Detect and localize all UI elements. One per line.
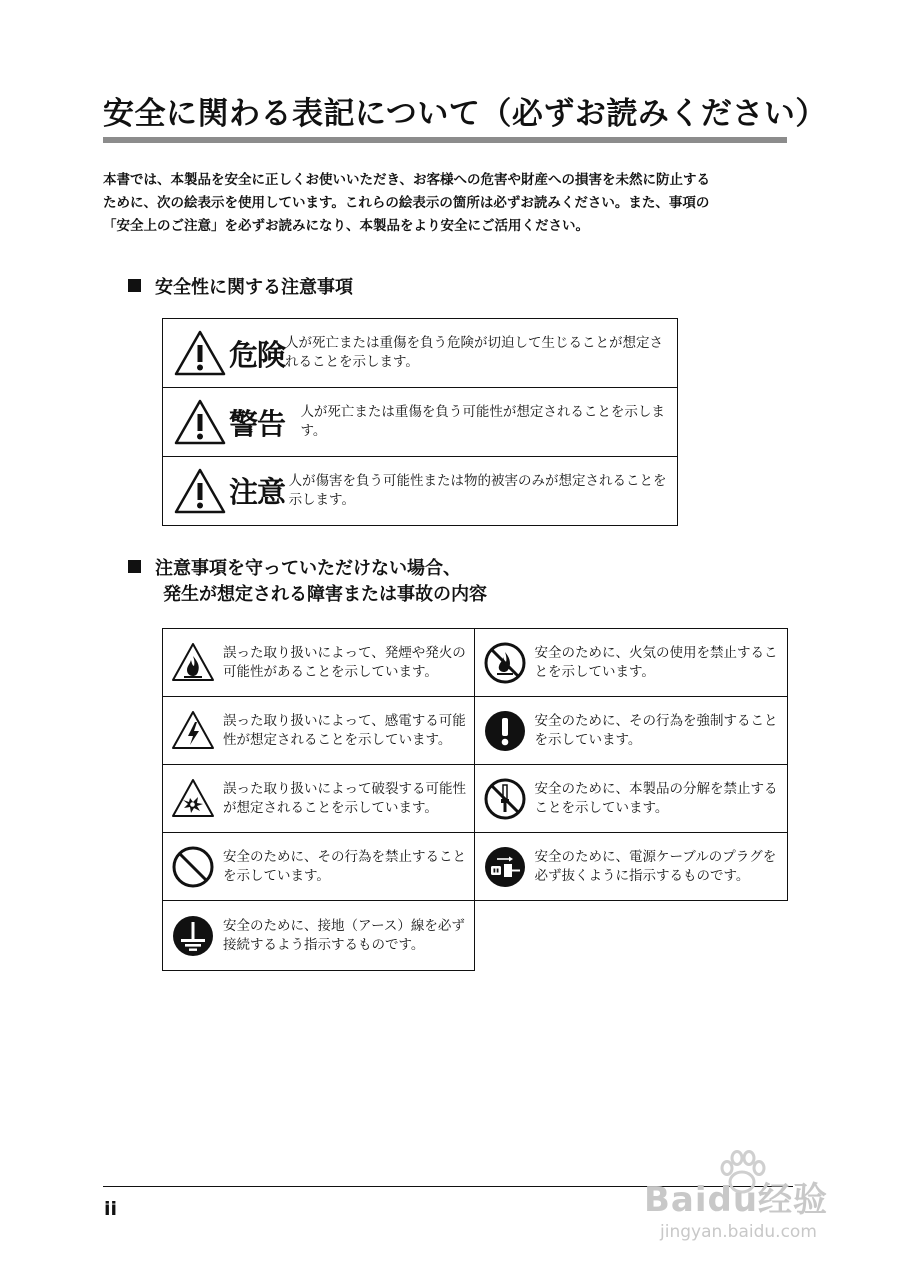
title-rule <box>103 137 787 143</box>
section-heading-text: 安全性に関する注意事項 <box>155 277 353 298</box>
symbol-cell <box>162 696 475 765</box>
symbol-cell <box>162 832 475 901</box>
symbol-icon-box <box>475 833 535 900</box>
intro-line: 「安全上のご注意」を必ずお読みになり、本製品をより安全にご活用ください。 <box>103 218 589 234</box>
safety-label-text: 危険 <box>229 337 286 372</box>
symbol-icon-box <box>163 697 223 764</box>
symbol-icon-box <box>163 629 223 696</box>
symbol-description: 安全のために、その行為を強制することを示しています。 <box>534 713 778 748</box>
symbol-description: 誤った取り扱いによって破裂する可能性が想定されることを示しています。 <box>223 781 466 816</box>
safety-row-warning <box>163 388 677 457</box>
fire-warning-icon <box>170 640 216 686</box>
mandatory-action-icon <box>482 708 528 754</box>
warning-triangle-icon <box>173 329 227 377</box>
section-heading-text: 発生が想定される障害または事故の内容 <box>163 584 487 605</box>
no-open-flame-icon <box>482 640 528 686</box>
symbol-description: 安全のために、火気の使用を禁止することを示しています。 <box>534 645 778 680</box>
symbol-description: 安全のために、電源ケーブルのプラグを必ず抜くように指示するものです。 <box>534 849 777 884</box>
symbol-description: 誤った取り扱いによって、感電する可能性が想定されることを示しています。 <box>223 713 466 748</box>
symbol-cell <box>162 900 475 971</box>
symbol-cell <box>162 628 475 697</box>
symbol-description: 誤った取り扱いによって、発煙や発火の可能性があることを示しています。 <box>223 645 466 680</box>
safety-level-table <box>162 318 678 526</box>
safety-description: 人が傷害を負う可能性または物的被害のみが想定されることを示します。 <box>288 472 667 508</box>
symbol-cell <box>474 832 788 901</box>
watermark <box>640 1150 850 1246</box>
page-title: 安全に関わる表記について（必ずお読みください） <box>103 96 827 132</box>
unplug-power-cable-icon <box>482 844 528 890</box>
symbol-icon-box <box>163 901 223 970</box>
safety-description: 人が死亡または重傷を負う可能性が想定されることを示します。 <box>300 404 665 439</box>
safety-label <box>163 467 289 515</box>
safety-label-text: 注意 <box>229 475 286 509</box>
safety-label <box>163 398 300 446</box>
symbol-cell <box>474 696 788 765</box>
page-number: ii <box>104 1198 118 1220</box>
safety-row-danger <box>163 319 677 388</box>
symbol-description: 安全のために、その行為を禁止することを示しています。 <box>223 849 466 884</box>
intro-line: 本書では、本製品を安全に正しくお使いいただき、お客様への危害や財産への損害を未然に防止する <box>103 172 710 188</box>
watermark-brand: Baidu经验 <box>644 1180 829 1220</box>
section-heading-text: 注意事項を守っていただけない場合、 <box>155 558 461 579</box>
symbol-description: 安全のために、接地（アース）線を必ず接続するよう指示するものです。 <box>223 918 465 953</box>
symbol-icon-box <box>475 629 535 696</box>
bullet-square <box>128 560 141 573</box>
symbol-icon-box <box>163 833 223 900</box>
prohibition-icon <box>170 844 216 890</box>
section-heading-safety <box>128 275 353 301</box>
section-heading-consequences <box>128 556 487 608</box>
symbol-icon-box <box>475 765 535 832</box>
symbol-icon-box <box>163 765 223 832</box>
safety-description: 人が死亡または重傷を負う危険が切迫して生じることが想定されることを示します。 <box>285 335 664 370</box>
warning-triangle-icon <box>173 398 227 446</box>
safety-label-text: 警告 <box>229 406 286 441</box>
electric-shock-warning-icon <box>170 708 216 754</box>
intro-line: ために、次の絵表示を使用しています。これらの絵表示の箇所は必ずお読みください。また、事項の <box>103 195 710 211</box>
safety-row-caution <box>163 457 677 524</box>
safety-label <box>163 329 285 377</box>
explosion-warning-icon <box>170 776 216 822</box>
warning-triangle-icon <box>173 467 227 515</box>
watermark-url: jingyan.baidu.com <box>660 1222 817 1242</box>
ground-connection-icon <box>170 913 216 959</box>
symbol-cell <box>474 628 788 697</box>
symbol-icon-box <box>475 697 535 764</box>
bullet-square <box>128 279 141 292</box>
intro-paragraph <box>103 169 793 238</box>
symbol-cell <box>162 764 475 833</box>
symbol-description: 安全のために、本製品の分解を禁止することを示しています。 <box>534 781 778 816</box>
no-disassembly-icon <box>482 776 528 822</box>
symbol-cell <box>474 764 788 833</box>
